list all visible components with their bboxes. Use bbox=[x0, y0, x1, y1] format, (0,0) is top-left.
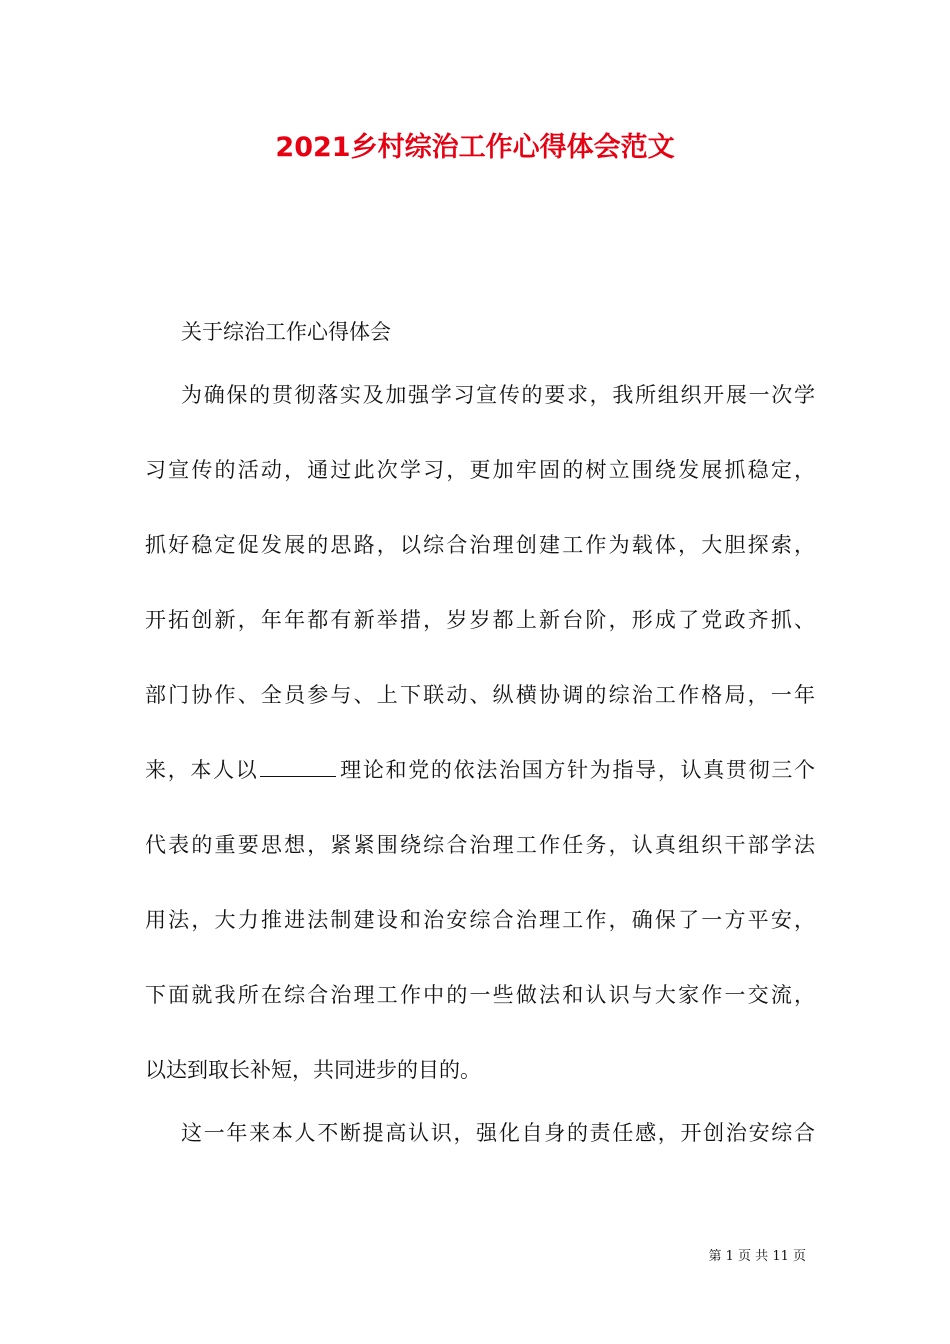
paragraph-line-1: 为确保的贯彻落实及加强学习宣传的要求，我所组织开展一次学 bbox=[181, 383, 815, 407]
paragraph-2-line-1: 这一年来本人不断提高认识，强化自身的责任感，开创治安综合 bbox=[181, 1121, 815, 1145]
paragraph-line-3: 抓好稳定促发展的思路，以综合治理创建工作为载体，大胆探索， bbox=[145, 533, 815, 557]
paragraph-line-4: 开拓创新，年年都有新举措，岁岁都上新台阶，形成了党政齐抓、 bbox=[145, 608, 815, 632]
page-number: 第 1 页 共 11 页 bbox=[708, 1249, 806, 1264]
paragraph-line-5: 部门协作、全员参与、上下联动、纵横协调的综治工作格局，一年 bbox=[145, 683, 815, 707]
blank-line-after: 理论和党的依法治国方针为指导，认真贯彻三个 bbox=[338, 758, 816, 782]
paragraph-line-10: 以达到取长补短，共同进步的目的。 bbox=[145, 1058, 481, 1082]
paragraph-line-7: 代表的重要思想，紧紧围绕综合治理工作任务，认真组织干部学法 bbox=[145, 833, 815, 857]
document-title: 2021乡村综治工作心得体会范文 bbox=[275, 132, 675, 163]
paragraph-line-blank bbox=[145, 755, 815, 785]
paragraph-line-9: 下面就我所在综合治理工作中的一些做法和认识与大家作一交流， bbox=[145, 983, 815, 1007]
blank-line-before: 来，本人以 bbox=[145, 758, 259, 782]
fill-in-blank bbox=[260, 756, 336, 777]
paragraph-line-8: 用法，大力推进法制建设和治安综合治理工作，确保了一方平安， bbox=[145, 908, 815, 932]
section-heading: 关于综治工作心得体会 bbox=[181, 320, 391, 344]
paragraph-line-2: 习宣传的活动，通过此次学习，更加牢固的树立围绕发展抓稳定， bbox=[145, 458, 815, 482]
